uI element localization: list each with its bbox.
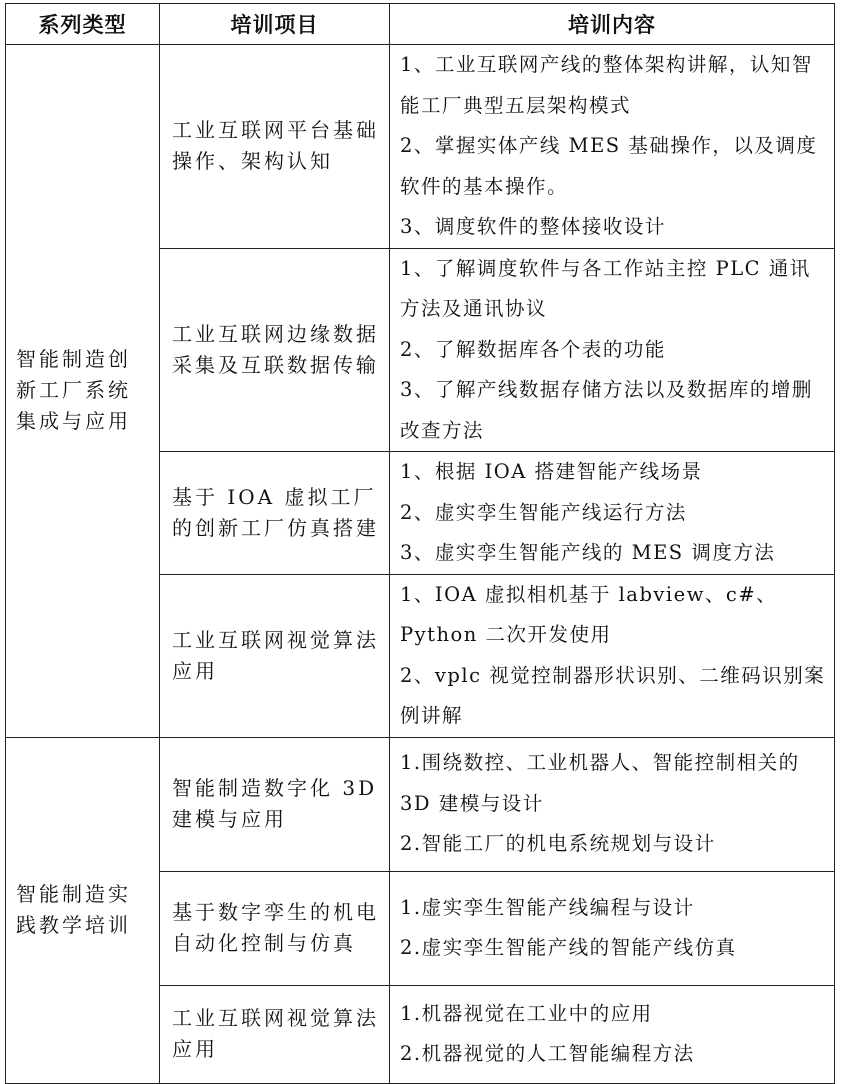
content-cell [390, 574, 835, 737]
table-row [6, 737, 835, 871]
content-item: 2、掌握实体产线 MES 基础操作，以及调度软件的基本操作。 [400, 134, 818, 198]
content-cell [390, 248, 835, 452]
project-cell: 基于 IOA 虚拟工厂的创新工厂仿真搭建 [160, 452, 390, 575]
content-item: 2、虚实孪生智能产线运行方法 [400, 500, 687, 524]
content-item: 2.虚实孪生智能产线的智能产线仿真 [400, 936, 737, 959]
content-item: 3、了解产线数据存储方法以及数据库的增删改查方法 [400, 378, 813, 442]
project-cell: 工业互联网视觉算法应用 [160, 985, 390, 1083]
project-cell: 工业互联网边缘数据采集及互联数据传输 [160, 248, 390, 452]
content-item: 1.虚实孪生智能产线编程与设计 [400, 895, 695, 919]
content-cell [390, 452, 835, 575]
project-cell: 基于数字孪生的机电自动化控制与仿真 [160, 871, 390, 985]
project-cell: 工业互联网平台基础操作、架构认知 [160, 45, 390, 249]
content-cell [390, 45, 835, 249]
content-item: 2、了解数据库各个表的功能 [400, 337, 666, 361]
content-item: 2.智能工厂的机电系统规划与设计 [400, 832, 716, 856]
project-cell: 工业互联网视觉算法应用 [160, 574, 390, 737]
content-item: 2.机器视觉的人工智能编程方法 [400, 1042, 695, 1065]
category-cell: 智能制造实践教学培训 [6, 737, 160, 1083]
content-item: 1、根据 IOA 搭建智能产线场景 [400, 460, 703, 483]
table-row [6, 45, 835, 249]
content-item: 1.机器视觉在工业中的应用 [400, 1001, 653, 1025]
content-item: 1、工业互联网产线的整体架构讲解，认知智能工厂典型五层架构模式 [400, 53, 813, 117]
category-cell: 智能制造创新工厂系统集成与应用 [6, 45, 160, 738]
content-item: 2、vplc 视觉控制器形状识别、二维码识别案例讲解 [400, 663, 826, 727]
header-training-project: 培训项目 [160, 4, 390, 45]
content-item: 3、虚实孪生智能产线的 MES 调度方法 [400, 541, 776, 564]
header-series-type: 系列类型 [6, 4, 160, 45]
content-item: 1.围绕数控、工业机器人、智能控制相关的 3D 建模与设计 [400, 751, 800, 815]
content-item: 3、调度软件的整体接收设计 [400, 215, 666, 238]
training-table [5, 3, 835, 1084]
content-item: 1、了解调度软件与各工作站主控 PLC 通讯方法及通讯协议 [400, 256, 811, 320]
content-cell [390, 871, 835, 985]
header-row [6, 4, 835, 45]
content-cell [390, 737, 835, 871]
content-cell [390, 985, 835, 1083]
header-training-content: 培训内容 [390, 4, 835, 45]
project-cell: 智能制造数字化 3D 建模与应用 [160, 737, 390, 871]
content-item: 1、IOA 虚拟相机基于 labview、c#、Python 二次开发使用 [400, 582, 778, 646]
